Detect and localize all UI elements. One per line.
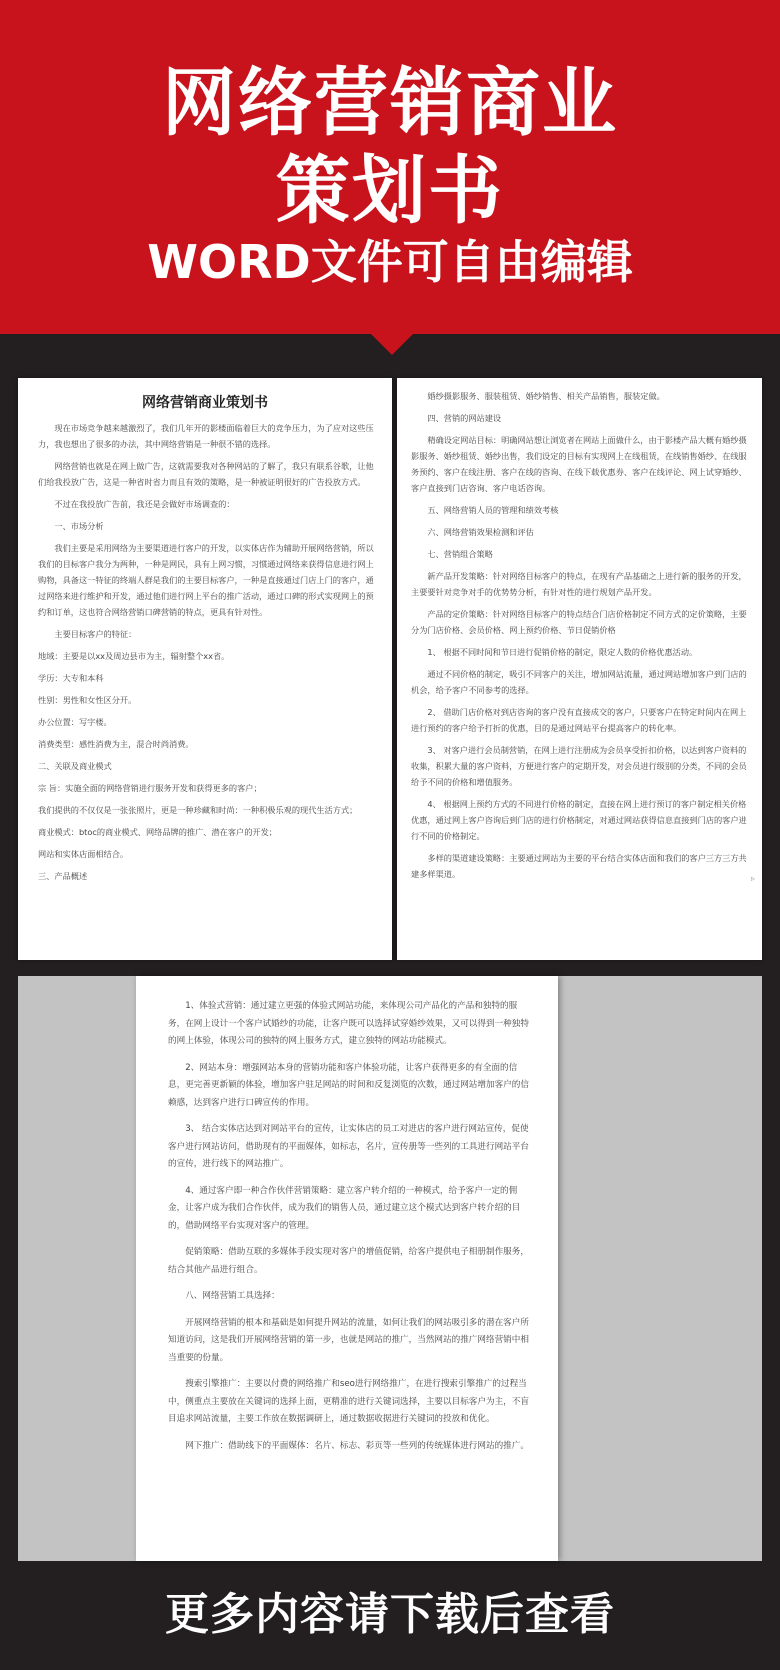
document-viewer-frame <box>18 976 762 1561</box>
paragraph: 网站和实体店面相结合。 <box>38 849 129 859</box>
section-heading: 五、网络营销人员的管理和绩效考核 <box>427 505 559 515</box>
paragraph: 2、 借助门店价格对到店咨询的客户没有直接成交的客户，只要客户在特定时间内在网上进行预约的客户给予打折的优惠，目的是通过网站平台提高客户的转化率。 <box>411 707 747 733</box>
paragraph: 消费类型：感性消费为主，混合时尚消费。 <box>38 739 194 749</box>
banner-title-line-2: 策划书 <box>276 148 504 234</box>
paragraph: 我们主要是采用网络为主要渠道进行客户的开发，以实体店作为辅助开展网络营销，所以我们的目标客户我分为两种，一种是网民，具有上网习惯，习惯通过网络来获得信息进行网上购物，具备这一特征的终端人群是我们的主要目标客户，一种是直接通过门店上门的客户，通过网络来进行维护和开发，通过他们进行网上平台的推广活动，通过口碑的形式实现网上的预约和订单，这也符合网络营销口碑营销的特点，更具有针对性。 <box>38 543 374 617</box>
document-page-2 <box>397 378 762 960</box>
paragraph: 宗 旨：实施全面的网络营销进行服务开发和获得更多的客户； <box>38 783 262 793</box>
paragraph: 我们提供的不仅仅是一张张照片，更是一种珍藏和时尚：一种积极乐观的现代生活方式； <box>38 805 358 815</box>
section-heading: 八、网络营销工具选择： <box>185 1291 280 1301</box>
paragraph: 产品的定价策略：针对网络目标客户的特点结合门店价格制定不同方式的定价策略，主要分为门店价格、会员价格、网上预约价格、节日促销价格 <box>411 609 747 635</box>
document-page-1 <box>18 378 392 960</box>
paragraph: 网络营销也就是在网上做广告，这就需要我对各种网站的了解了，我只有联系谷歌，让他们给我投放广告，这是一种省时省力而且有效的策略，是一种被证明很好的广告投放方式。 <box>38 461 374 487</box>
paragraph: 地域：主要是以xx及周边县市为主，辐射整个xx省。 <box>38 651 230 661</box>
paragraph: 现在市场竞争越来越激烈了，我们几年开的影楼面临着巨大的竞争压力，为了应对这些压力，我也想出了很多的办法，其中网络营销是一种很不错的选择。 <box>38 423 374 449</box>
page-1-body <box>18 420 392 884</box>
section-heading: 二、关联及商业模式 <box>38 761 112 771</box>
section-heading: 六、网络营销效果检测和评估 <box>427 527 534 537</box>
section-heading: 七、营销组合策略 <box>427 549 493 559</box>
paragraph: 学历：大专和本科 <box>38 673 104 683</box>
banner-title-line-1: 网络营销商业 <box>162 60 618 146</box>
paragraph: 新产品开发策略：针对网络目标客户的特点，在现有产品基础之上进行新的服务的开发，主要要针对竞争对手的优势势分析，有针对性的进行规划产品开发。 <box>411 571 747 597</box>
paragraph: 3、 结合实体店达到对网站平台的宣传，让实体店的员工对进店的客户进行网站宣传，促使客户进行网站访问，借助现有的平面媒体，如标志，名片，宣传册等一些列的工具进行网站平台的宣传，进行线下的网站推广。 <box>168 1124 529 1169</box>
paragraph: 性别：男性和女性区分开。 <box>38 695 137 705</box>
banner-notch-arrow <box>370 333 414 355</box>
paragraph: 4、通过客户即一种合作伙伴营销策略：建立客户转介绍的一种模式，给予客户一定的佣金，让客户成为我们合作伙伴，成为我们的销售人员，通过建立这个模式达到客户转介绍的目的，借助网络平台实现对客户的管理。 <box>168 1185 521 1231</box>
page-2-body <box>397 378 762 882</box>
page-3-body <box>136 976 558 1455</box>
paragraph: 主要目标客户的特征： <box>54 629 137 639</box>
paragraph: 精确设定网站目标：明确网站想让浏览者在网站上面做什么，由于影楼产品大概有婚纱摄影服务、婚纱租赁、婚纱出售，我们设定的目标有实现网上在线租赁，在线销售婚纱、在线服务预约、客户在线注册、客户在线的咨询、在线下载优惠券、客户在线评论、网上试穿婚纱、客户直接到门店咨询、客户电话咨询。 <box>411 435 747 493</box>
paragraph: 搜索引擎推广：主要以付费的网络推广和seo进行网络推广，在进行搜索引擎推广的过程当中，侧重点主要放在关键词的选择上面，更精准的进行关键词选择，主要以目标客户为主，不盲目追求网站流量，主要工作放在数据调研上，通过数据收据进行关键词的投放和优化。 <box>168 1379 529 1424</box>
paragraph: 3、 对客户进行会员制营销，在网上进行注册成为会员享受折扣价格，以达到客户资料的收集，积累大量的客户资料，方便进行客户的定期开发，对会员进行级别的分类，不同的会员给予不同的价格和增值服务。 <box>411 745 747 787</box>
paragraph: 办公位置：写字楼。 <box>38 717 112 727</box>
document-page-3 <box>136 976 558 1561</box>
paragraph: 不过在我投放广告前，我还是会做好市场调查的： <box>54 499 235 509</box>
paragraph: 2、网站本身：增强网站本身的营销功能和客户体验功能，让客户获得更多的有全面的信息，更完善更新颖的体验，增加客户驻足网站的时间和反复浏览的次数，通过网站增加客户的信赖感，达到客户进行口碑宣传的作用。 <box>168 1062 529 1108</box>
paragraph: 网下推广：借助线下的平面媒体：名片、标志、彩页等一些列的传统媒体进行网站的推广。 <box>185 1440 529 1451</box>
paragraph: 商业模式：btoc的商业模式、网络品牌的推广、潜在客户的开发； <box>38 827 277 837</box>
document-title: 网络营销商业策划书 <box>142 395 268 411</box>
section-heading: 三、产品概述 <box>38 871 88 881</box>
paragraph: 通过不同价格的制定，吸引不同客户的关注，增加网站流量，通过网站增加客户到门店的机会，给予客户不同参考的选择。 <box>411 669 747 695</box>
paragraph: 多样的渠道建设策略：主要通过网站为主要的平台结合实体店面和我们的客户三方三方共建多样渠道。 <box>411 853 747 879</box>
paragraph: 促销策略：借助互联的多媒体手段实现对客户的增值促销，给客户提供电子相册制作服务，结合其他产品进行组合。 <box>168 1247 529 1275</box>
paragraph: 婚纱摄影服务、服装租赁、婚纱销售、相关产品销售，服装定做。 <box>427 391 665 401</box>
footer-download-prompt: 更多内容请下载后查看 <box>165 1589 615 1640</box>
paragraph: 1、 根据不同时间和节日进行促销价格的制定，限定人数的价格优惠活动。 <box>427 647 698 657</box>
paragraph: 4、 根据网上预约方式的不同进行价格的制定，直接在网上进行预订的客户制定相关价格优惠，通过网上客户咨询后到门店的进行价格制定，对通过网站获得信息直接到门店的客户进行不同的价格制定。 <box>411 799 747 841</box>
page-corner-mark-icon: ▹ <box>751 874 756 883</box>
section-heading: 一、市场分析 <box>54 521 104 531</box>
section-heading: 四、营销的网站建设 <box>427 413 502 423</box>
paragraph: 开展网络营销的根本和基础是如何提升网站的流量，如何让我们的网站吸引多的潜在客户所知道访问，这是我们开展网络营销的第一步，也就是网站的推广，当然网站的推广网络营销中相当重要的份量。 <box>168 1317 529 1363</box>
paragraph: 1、体验式营销：通过建立更强的体验式网站功能，来体现公司产品化的产品和独特的服务，在网上设计一个客户试婚纱的功能，让客户既可以选择试穿婚纱效果，又可以得到一种独特的网上体验，体现公司的独特的网上服务方式，建立独特的网站功能模式。 <box>168 1001 529 1046</box>
banner-subtitle: WORD文件可自由编辑 <box>147 235 633 289</box>
header-banner <box>0 0 780 334</box>
